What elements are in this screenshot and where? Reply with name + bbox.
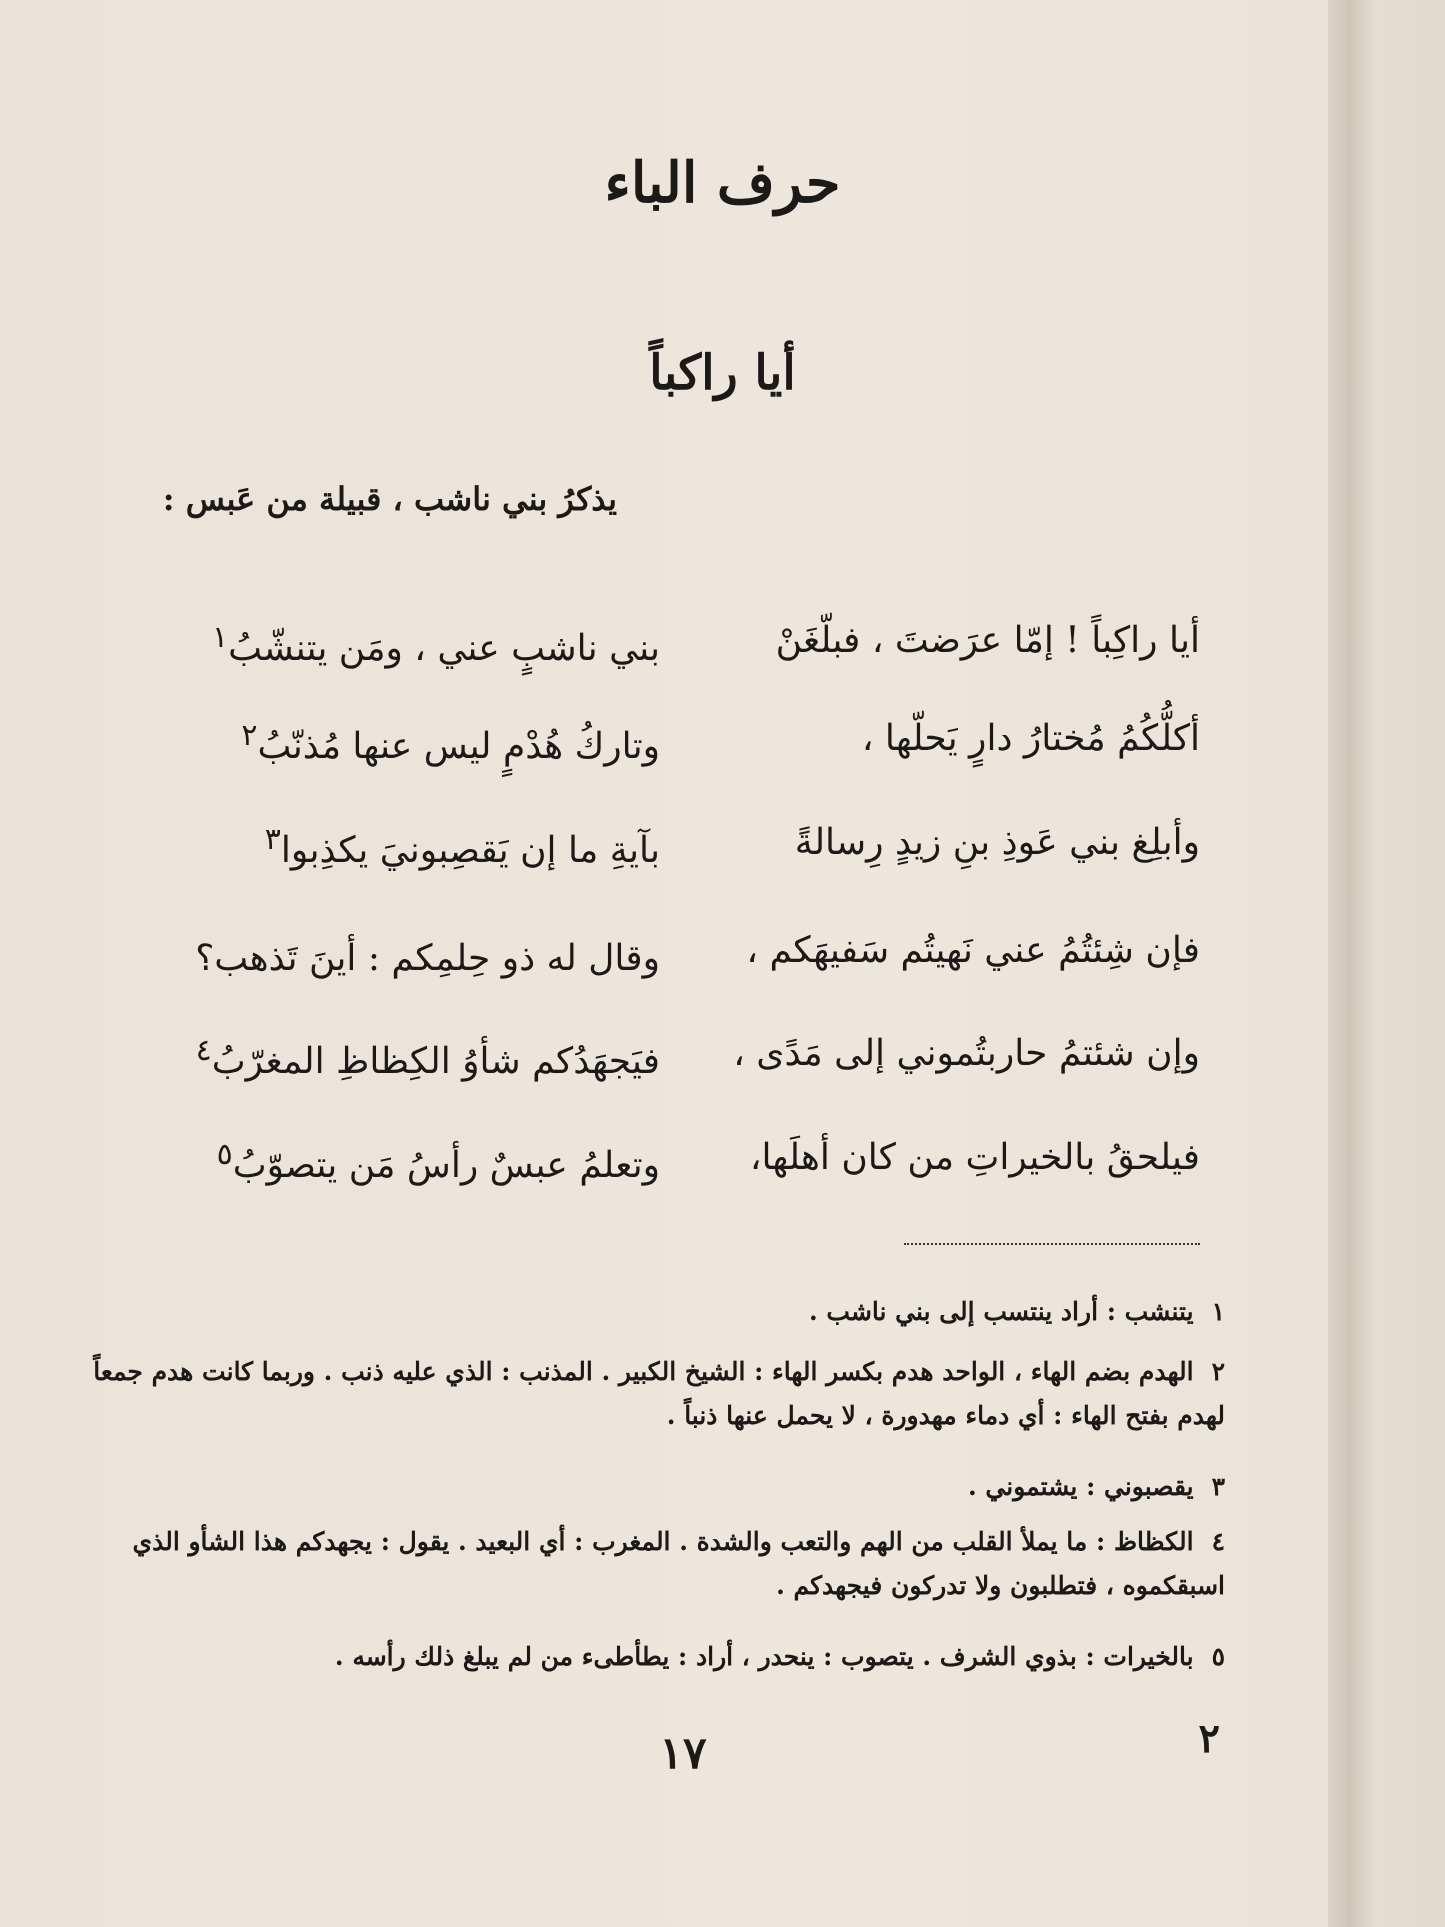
verse-line (140, 620, 1200, 680)
footnote-text: الكظاظ : ما يملأ القلب من الهم والتعب والشدة . المغرب : أي البعيد . يقول : يجهدكم هذا الشأو الذي اسبقكموه ، فتطلبون ولا تدركون فيجهدكم . (132, 1527, 1225, 1600)
footnote-text: بالخيرات : بذوي الشرف . يتصوب : ينحدر ، أراد : يطأطىء من لم يبلغ ذلك رأسه . (334, 1642, 1194, 1671)
footnote-ref: ٣ (264, 822, 281, 857)
footnote-number: ٥ (1211, 1642, 1225, 1671)
verse-first-hemistich: أيا راكِباً ! إمّا عرَضتَ ، فبلّغَنْ (775, 620, 1200, 661)
verse-first-hemistich: فيلحقُ بالخيراتِ من كان أهلَها، (749, 1137, 1200, 1178)
footnote-ref: ٤ (195, 1033, 212, 1068)
footnote-number: ٢ (1211, 1357, 1225, 1386)
book-spine-shadow (1328, 0, 1445, 1927)
footnote (90, 1465, 1225, 1509)
verse-second-hemistich (140, 930, 660, 979)
footnote (90, 1520, 1225, 1608)
chapter-title: حرف الباء (604, 150, 841, 216)
signature-mark: ٢ (1198, 1715, 1220, 1762)
verse-second-text: فيَجهَدُكم شأوُ الكِظاظِ المغرّبُ (211, 1041, 660, 1082)
verse-first-hemistich: وأبلِغ بني عَوذِ بنِ زيدٍ رِسالةً (794, 822, 1200, 863)
verse-first-hemistich: وإن شئتمُ حاربتُموني إلى مَدًى ، (733, 1033, 1200, 1074)
footnote-text: يتنشب : أراد ينتسب إلى بني ناشب . (809, 1297, 1194, 1326)
page-number: ١٧ (659, 1728, 707, 1779)
verse-line (140, 822, 1200, 882)
verse-second-text: وتاركُ هُدْمٍ ليس عنها مُذنّبُ (257, 726, 660, 767)
footnote-ref: ١ (212, 620, 229, 655)
verse-line (140, 1137, 1200, 1197)
verse-second-hemistich (140, 1033, 660, 1082)
verse-second-hemistich (140, 822, 660, 871)
footnote-ref: ٢ (241, 718, 258, 753)
verse-second-hemistich (140, 620, 660, 669)
footnote-number: ١ (1211, 1297, 1225, 1326)
footnote-separator (904, 1243, 1200, 1245)
verse-second-text: وتعلمُ عبسٌ رأسُ مَن يتصوّبُ (232, 1145, 660, 1186)
verse-first-hemistich: أكلُّكُمُ مُختارُ دارٍ يَحلّها ، (861, 718, 1200, 759)
poem-intro: يذكرُ بني ناشب ، قبيلة من عَبس : (162, 480, 617, 518)
footnote-text: الهدم بضم الهاء ، الواحد هدم بكسر الهاء : الشيخ الكبير . المذنب : الذي عليه ذنب . وربما كانت هدم جمعاً لهدم بفتح الهاء : أي دماء مهدورة ، لا يحمل عنها ذنباً . (93, 1357, 1225, 1430)
footnote-text: يقصبوني : يشتموني . (968, 1472, 1194, 1501)
verse-second-hemistich (140, 1137, 660, 1186)
verse-second-text: بآيةِ ما إن يَقصِبونيَ يكذِبوا (280, 830, 660, 871)
verse-second-hemistich (140, 718, 660, 767)
verse-second-text: بني ناشبٍ عني ، ومَن يتنشّبُ (228, 628, 660, 669)
footnote (90, 1635, 1225, 1679)
footnote (90, 1290, 1225, 1334)
verse-line (140, 718, 1200, 778)
verse-second-text: وقال له ذو حِلمِكم : أينَ تَذهب؟ (195, 938, 660, 979)
verse-line (140, 930, 1200, 990)
poem-title: أيا راكباً (649, 345, 796, 401)
verse-first-hemistich: فإن شِئتُمُ عني نَهيتُم سَفيهَكم ، (746, 930, 1200, 971)
verse-line (140, 1033, 1200, 1093)
footnote-ref: ٥ (216, 1137, 233, 1172)
footnote-number: ٤ (1211, 1527, 1225, 1556)
footnote-number: ٣ (1211, 1472, 1225, 1501)
footnote (90, 1350, 1225, 1438)
